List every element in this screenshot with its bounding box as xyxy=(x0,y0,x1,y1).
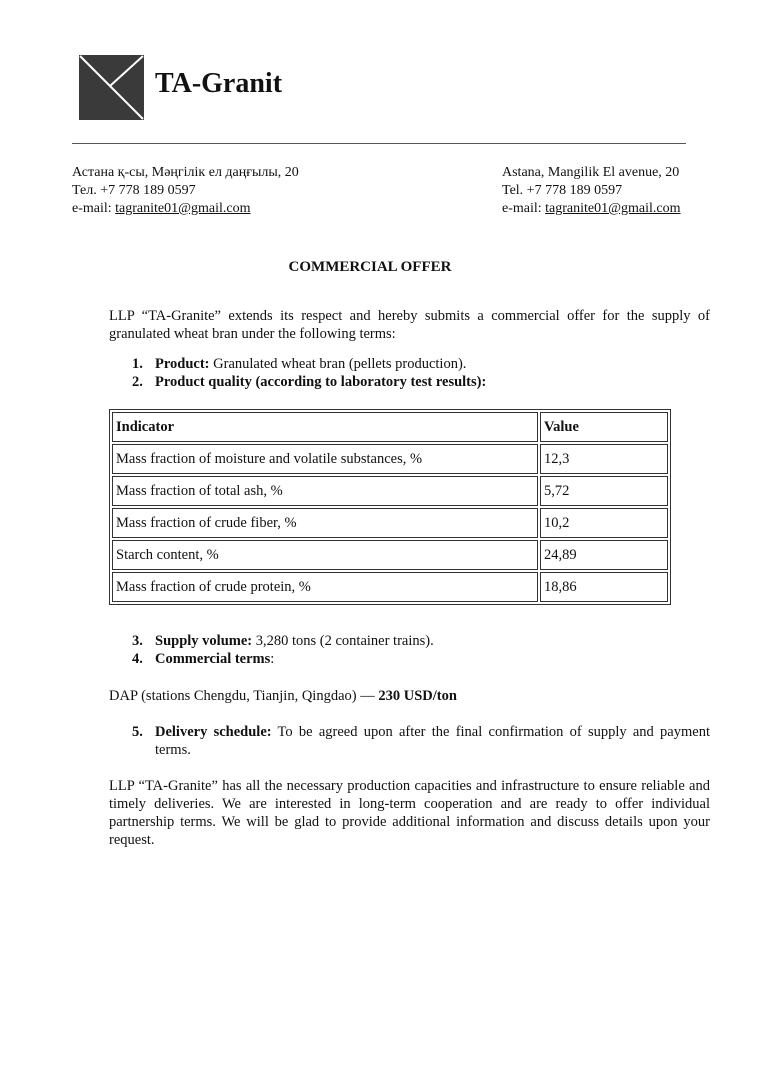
list-item-label: Product quality (according to laboratory test results): xyxy=(155,374,487,390)
terms-list-part-1 xyxy=(109,355,710,391)
header-indicator: Indicator xyxy=(112,412,538,442)
value-cell: 10,2 xyxy=(540,508,668,538)
list-number: 3. xyxy=(132,633,143,649)
value-cell: 12,3 xyxy=(540,444,668,474)
table-row xyxy=(112,476,668,506)
address-en: Astana, Mangilik El avenue, 20 xyxy=(502,165,680,180)
table-row xyxy=(112,444,668,474)
list-item-label: Supply volume: xyxy=(155,633,253,649)
list-item-label: Product: xyxy=(155,356,210,372)
list-item-text: : xyxy=(270,651,275,667)
table-row xyxy=(112,540,668,570)
list-number: 5. xyxy=(132,724,143,740)
table-row xyxy=(112,508,668,538)
list-item-label: Delivery schedule: xyxy=(155,724,272,740)
header-divider xyxy=(72,143,686,144)
indicator-cell: Mass fraction of total ash, % xyxy=(112,476,538,506)
intro-paragraph: LLP “TA-Granite” extends its respect and hereby submits a commercial offer for the supply of granulated wheat bran under the following terms: xyxy=(109,308,710,342)
value-cell: 24,89 xyxy=(540,540,668,570)
list-item-commercial-terms xyxy=(109,650,710,668)
quality-table xyxy=(109,409,671,605)
logo-mark-icon xyxy=(79,55,144,120)
terms-list-part-3 xyxy=(109,723,710,759)
contact-block-kz xyxy=(72,164,299,218)
list-item-text: Granulated wheat bran (pellets production). xyxy=(209,356,467,372)
email-label-kz: e-mail: xyxy=(72,201,116,216)
email-line-kz xyxy=(72,200,299,218)
list-item-delivery-schedule xyxy=(109,723,710,759)
phone-kz: Тел. +7 778 189 0597 xyxy=(72,183,196,198)
table-row xyxy=(112,572,668,602)
terms-list-part-2 xyxy=(109,632,710,668)
header-value: Value xyxy=(540,412,668,442)
value-cell: 5,72 xyxy=(540,476,668,506)
list-number: 2. xyxy=(132,374,143,390)
indicator-cell: Mass fraction of crude fiber, % xyxy=(112,508,538,538)
list-item-text: To be agreed upon after the final confirmation of supply and payment terms. xyxy=(155,724,710,758)
contact-block-en xyxy=(502,164,681,218)
dap-stations: DAP (stations Chengdu, Tianjin, Qingdao) — xyxy=(109,688,379,704)
list-item-product xyxy=(109,355,710,373)
email-link-kz[interactable]: tagranite01@gmail.com xyxy=(115,201,251,216)
email-line-en xyxy=(502,200,681,218)
list-item-quality xyxy=(109,373,710,391)
closing-paragraph: LLP “TA-Granite” has all the necessary production capacities and infrastructure to ensure reliable and timely deliveries. We are interested in long-term cooperation and are ready to offer individual partnership terms. We will be glad to provide additional information and discuss details upon your request. xyxy=(109,778,710,848)
dap-terms xyxy=(109,687,457,705)
list-number: 4. xyxy=(132,651,143,667)
list-item-text: 3,280 tons (2 container trains). xyxy=(252,633,434,649)
dap-price: 230 USD/ton xyxy=(378,688,457,704)
company-name: TA-Granit xyxy=(155,68,283,99)
indicator-cell: Mass fraction of crude protein, % xyxy=(112,572,538,602)
phone-en: Tel. +7 778 189 0597 xyxy=(502,183,623,198)
email-label-en: e-mail: xyxy=(502,201,546,216)
table-header-row xyxy=(112,412,668,442)
address-kz: Астана қ-сы, Мәңгілік ел даңғылы, 20 xyxy=(72,165,299,180)
indicator-cell: Starch content, % xyxy=(112,540,538,570)
list-item-supply-volume xyxy=(109,632,710,650)
document-title: COMMERCIAL OFFER xyxy=(288,259,452,275)
list-number: 1. xyxy=(132,356,143,372)
value-cell: 18,86 xyxy=(540,572,668,602)
list-item-label: Commercial terms xyxy=(155,651,271,667)
indicator-cell: Mass fraction of moisture and volatile substances, % xyxy=(112,444,538,474)
email-link-en[interactable]: tagranite01@gmail.com xyxy=(545,201,681,216)
